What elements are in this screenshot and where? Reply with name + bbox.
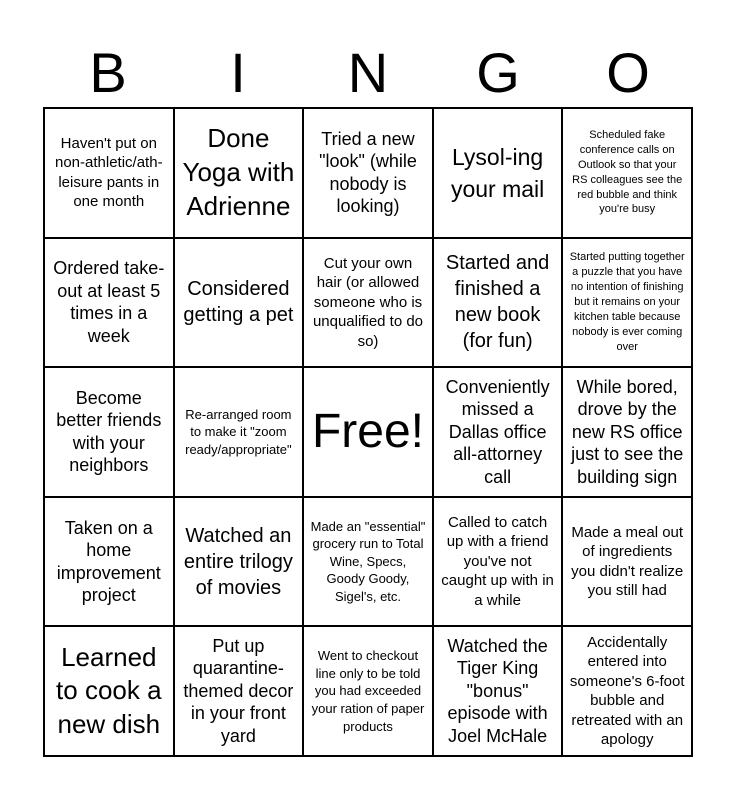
bingo-cell[interactable] bbox=[562, 626, 692, 756]
bingo-cell[interactable] bbox=[433, 367, 563, 497]
bingo-cell[interactable] bbox=[174, 367, 304, 497]
bingo-cell[interactable] bbox=[44, 497, 174, 627]
cell-text: Put up quarantine-themed decor in your front yard bbox=[183, 635, 294, 746]
bingo-cell[interactable] bbox=[174, 108, 304, 238]
cell-text: Taken on a home improvement project bbox=[56, 517, 161, 606]
header-letter-b: B bbox=[89, 41, 127, 104]
header-letter-g: G bbox=[476, 41, 520, 104]
cell-text: Lysol-ing your mail bbox=[450, 143, 545, 202]
bingo-cell[interactable] bbox=[303, 238, 433, 368]
bingo-cell[interactable] bbox=[433, 497, 563, 627]
header-letter-o: O bbox=[606, 41, 650, 104]
bingo-cell[interactable] bbox=[174, 626, 304, 756]
cell-text: Watched an entire trilogy of movies bbox=[183, 524, 293, 599]
cell-text: Scheduled fake conference calls on Outlook so that your RS colleagues see the red bubble and think you're busy bbox=[572, 129, 683, 216]
cell-text: Re-arranged room to make it "zoom ready/appropriate" bbox=[185, 406, 292, 457]
bingo-cell[interactable] bbox=[562, 108, 692, 238]
bingo-cell[interactable] bbox=[44, 626, 174, 756]
cell-text: Considered getting a pet bbox=[183, 278, 294, 327]
cell-text: Called to catch up with a friend you've not caught up with in a while bbox=[441, 513, 554, 609]
cell-text: Started putting together a puzzle that you have no intention of finishing but it remains on your kitchen table because nobody is ever coming over bbox=[569, 251, 685, 353]
bingo-board bbox=[43, 107, 693, 757]
bingo-cell[interactable] bbox=[433, 108, 563, 238]
bingo-cell[interactable] bbox=[44, 367, 174, 497]
bingo-cell[interactable] bbox=[44, 108, 174, 238]
cell-text: Haven't put on non-athletic/ath-leisure pants in one month bbox=[55, 134, 163, 211]
bingo-cell[interactable] bbox=[433, 626, 563, 756]
cell-text: Made an "essential" grocery run to Total Wine, Specs, Goody Goody, Sigel's, etc. bbox=[310, 518, 426, 604]
bingo-cell[interactable] bbox=[303, 497, 433, 627]
bingo-cell[interactable] bbox=[562, 497, 692, 627]
free-space-label: Free! bbox=[311, 404, 424, 458]
bingo-cell[interactable] bbox=[562, 367, 692, 497]
cell-text: Went to checkout line only to be told you had exceeded your ration of paper products bbox=[311, 648, 425, 734]
cell-text: Tried a new "look" (while nobody is looking) bbox=[319, 128, 417, 217]
bingo-cell[interactable] bbox=[174, 497, 304, 627]
header-letter-i: I bbox=[230, 41, 246, 104]
bingo-cell[interactable] bbox=[174, 238, 304, 368]
bingo-cell[interactable] bbox=[433, 238, 563, 368]
free-cell[interactable] bbox=[303, 367, 433, 497]
bingo-cell[interactable] bbox=[303, 626, 433, 756]
cell-text: Done Yoga with Adrienne bbox=[182, 123, 295, 221]
cell-text: Accidentally entered into someone's 6-foot bubble and retreated with an apology bbox=[569, 633, 685, 749]
cell-text: Conveniently missed a Dallas office all-attorney call bbox=[445, 376, 550, 487]
bingo-cell[interactable] bbox=[303, 108, 433, 238]
bingo-header bbox=[43, 40, 693, 106]
cell-text: While bored, drove by the new RS office just to see the building sign bbox=[571, 376, 684, 487]
cell-text: Cut your own hair (or allowed someone who is unqualified to do so) bbox=[312, 254, 424, 350]
bingo-cell[interactable] bbox=[44, 238, 174, 368]
cell-text: Become better friends with your neighbors bbox=[56, 387, 162, 476]
header-letter-n: N bbox=[347, 41, 389, 104]
bingo-cell[interactable] bbox=[562, 238, 692, 368]
cell-text: Learned to cook a new dish bbox=[56, 641, 162, 740]
cell-text: Made a meal out of ingredients you didn't realize you still had bbox=[571, 523, 684, 600]
cell-text: Watched the Tiger King "bonus" episode with Joel McHale bbox=[447, 635, 548, 746]
cell-text: Started and finished a new book (for fun) bbox=[445, 252, 550, 353]
cell-text: Ordered take-out at least 5 times in a week bbox=[53, 258, 165, 346]
